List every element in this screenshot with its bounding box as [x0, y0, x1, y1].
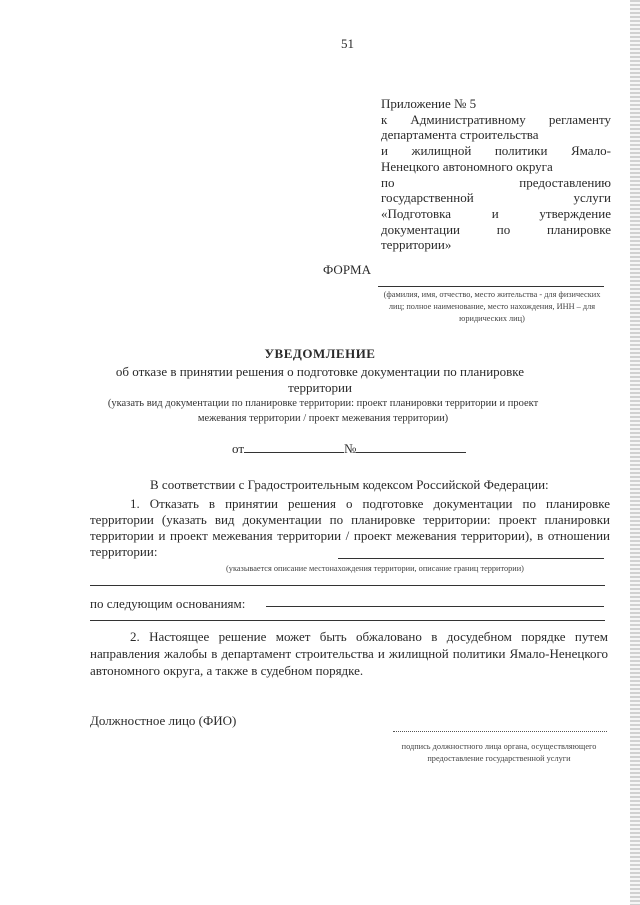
territory-blank-line: [338, 558, 604, 559]
appendix-line: «Подготовка и утверждение: [381, 205, 611, 221]
item-1-paragraph: 1. Отказать в принятии решения о подготовке документации по планировке территории (указать вид документации по планировке территории: проект планировки территории и проект межевания территории / проект межевания территории), в отношении территории:: [90, 496, 610, 559]
blank-line: [90, 585, 605, 586]
blank-line: [90, 620, 605, 621]
appendix-line: документации по планировке: [381, 221, 611, 237]
notice-title: УВЕДОМЛЕНИЕ: [264, 346, 376, 361]
number-blank: [356, 441, 466, 453]
date-blank: [244, 441, 344, 453]
item-2-paragraph: 2. Настоящее решение может быть обжаловано в досудебном порядке путем направления жалобы в департамент строительства и жилищной политики Ямало-Ненецкого автономного округа, а также в судебном порядке.: [90, 629, 608, 678]
appendix-header: [381, 96, 611, 253]
grounds-label: по следующим основаниям:: [90, 596, 246, 611]
appendix-line: к Административному регламенту: [381, 111, 611, 127]
number-label: №: [344, 441, 357, 456]
date-label: от: [232, 441, 245, 456]
signature-note: подпись должностного лица органа, осуществляющего предоставление государственной услуги: [401, 742, 597, 763]
scan-edge-artifact: [630, 0, 640, 905]
form-label: ФОРМА: [323, 262, 371, 277]
notice-subtitle-note: (указать вид документации по планировке территории: проект планировки территории и проект межевания территории / проект межевания территории): [107, 398, 539, 424]
signature-blank-line: [393, 731, 607, 732]
territory-note: (указывается описание местонахождения территории, описание границ территории): [226, 564, 524, 573]
notice-subtitle: об отказе в принятии решения о подготовке документации по планировке территории: [115, 364, 525, 395]
grounds-blank-line: [266, 606, 604, 607]
addressee-note: (фамилия, имя, отчество, место жительства - для физических лиц; полное наименование, место нахождения, ИНН – для юридических лиц): [383, 290, 601, 323]
appendix-line: Ненецкого автономного округа: [381, 158, 553, 174]
appendix-line: территории»: [381, 237, 452, 253]
appendix-line: Приложение № 5: [381, 96, 477, 111]
intro-paragraph: В соответствии с Градостроительным кодексом Российской Федерации:: [150, 477, 549, 492]
appendix-line: департамента строительства: [381, 127, 539, 143]
appendix-line: государственной услуги: [381, 190, 611, 206]
official-label: Должностное лицо (ФИО): [90, 713, 237, 728]
appendix-line: по предоставлению: [381, 174, 611, 190]
date-number-line: [232, 441, 466, 457]
addressee-blank-line: [378, 286, 604, 287]
appendix-line: и жилищной политики Ямало-: [381, 143, 611, 159]
page-number: 51: [341, 36, 354, 51]
